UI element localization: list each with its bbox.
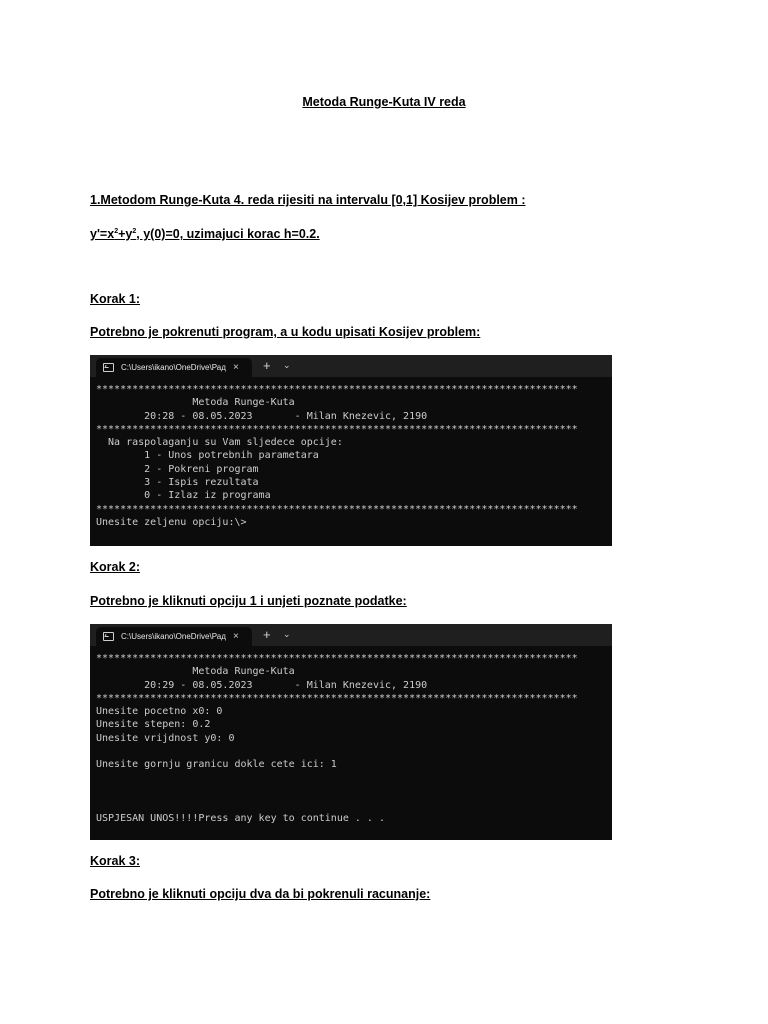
equation-superscript: 2 [132, 227, 137, 235]
equation-part: y'=x [90, 227, 115, 241]
new-tab-plus-icon[interactable]: + [263, 358, 271, 373]
terminal-icon [103, 363, 114, 372]
step2-heading: Korak 2: [90, 560, 141, 574]
close-icon[interactable]: × [233, 361, 239, 373]
terminal-tab-bar [90, 624, 612, 646]
terminal-tab-title: C:\Users\ikano\OneDrive\Рад [121, 363, 226, 372]
task-statement-line1: 1.Metodom Runge-Kuta 4. reda rijesiti na intervalu [0,1] Kosijev problem : [90, 193, 526, 207]
terminal-tab-bar [90, 355, 612, 377]
equation-superscript: 2 [114, 227, 119, 235]
step2-text: Potrebno je kliknuti opciju 1 i unjeti poznate podatke: [90, 594, 407, 608]
chevron-down-icon[interactable]: ⌄ [283, 629, 291, 639]
terminal-tab[interactable] [96, 358, 252, 377]
step3-text: Potrebno je kliknuti opciju dva da bi pokrenuli racunanje: [90, 887, 431, 901]
terminal-tab-title: C:\Users\ikano\OneDrive\Рад [121, 632, 226, 641]
terminal-screenshot-2 [90, 624, 612, 840]
terminal-screenshot-1 [90, 355, 612, 546]
document-title: Metoda Runge-Kuta IV reda [302, 95, 466, 109]
chevron-down-icon[interactable]: ⌄ [283, 360, 291, 370]
terminal-output: ******************************************************************************** Metoda Runge-Kuta 20:29 - 08.05.2023 - Milan Knezevic, 2190 ******************************************************************************** Unesite pocetno x0: 0 Unesite stepen: 0.2 Unesite vrijdnost y0: 0 Unesite gornju granicu dokle cete ici: 1 USPJESAN UNOS!!!!Press any key to continue . . . [96, 653, 578, 824]
task-statement-line2 [90, 227, 320, 241]
step1-text: Potrebno je pokrenuti program, a u kodu upisati Kosijev problem: [90, 325, 481, 339]
step1-heading: Korak 1: [90, 292, 141, 306]
terminal-output: ******************************************************************************** Metoda Runge-Kuta 20:28 - 08.05.2023 - Milan Knezevic, 2190 ******************************************************************************** Na raspolaganju su Vam sljedece opcije: 1 - Unos potrebnih parametara 2 - Pokreni program 3 - Ispis rezultata 0 - Izlaz iz programa ******************************************************************************** Unesite zeljenu opciju:\> [96, 384, 578, 528]
equation-part: , y(0)=0, uzimajuci korac h=0.2. [136, 227, 320, 241]
close-icon[interactable]: × [233, 630, 239, 642]
new-tab-plus-icon[interactable]: + [263, 627, 271, 642]
terminal-icon [103, 632, 114, 641]
equation-part: +y [118, 227, 133, 241]
terminal-tab[interactable] [96, 627, 252, 646]
step3-heading: Korak 3: [90, 854, 141, 868]
